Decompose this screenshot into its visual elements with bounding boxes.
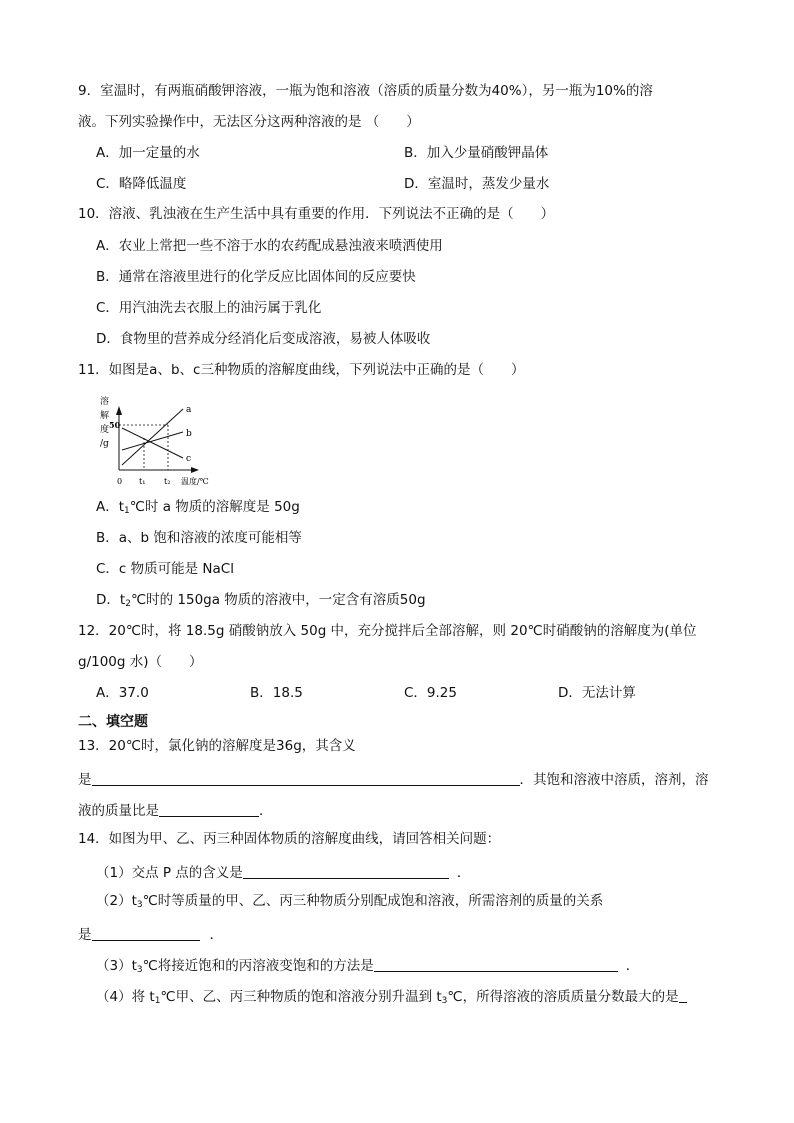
curve-label-c: c: [186, 454, 192, 464]
q14-part1: （1）交点 P 点的含义是 ．: [96, 865, 471, 881]
curve-a: [122, 409, 183, 465]
q13-stem-line3: 液的质量比是 ．: [78, 803, 273, 819]
curve-c: [122, 428, 183, 458]
q14-part2: $(2)t_3℃$时等质量的甲、乙、丙三种物质分别配成饱和溶液，所需溶剂的质量的关系: [96, 893, 604, 910]
q9-option-c: C．略降低温度: [96, 176, 187, 192]
q12-option-a: A．37.0: [96, 685, 149, 701]
q14-blank-largest[interactable]: [679, 988, 687, 1003]
q12-option-c: C．9.25: [404, 685, 457, 701]
q9-option-b: B．加入少量硝酸钾晶体: [404, 145, 549, 161]
q14-blank-method[interactable]: [374, 957, 618, 972]
q12-stem-line1: 12．20℃时，将 18.5g 硝酸钠放入 50g 中，充分搅拌后全部溶解，则 20℃时硝酸钠的溶解度为(单位: [78, 623, 697, 639]
x-t2-label: t₂: [164, 477, 171, 486]
q10-option-c: C．用汽油洗去衣服上的油污属于乳化: [96, 300, 322, 316]
q14-stem: 14．如图为甲、乙、丙三种固体物质的溶解度曲线，请回答相关问题：: [78, 831, 501, 847]
y-axis-label-2: 解: [100, 411, 110, 421]
solubility-curve-figure: [95, 392, 220, 488]
q13-stem-line2: 是 ．其饱和溶液中溶质，溶剂，溶: [78, 772, 709, 788]
y-axis-label-4: /g: [100, 439, 109, 449]
q14-blank-solvent-relation[interactable]: [92, 926, 200, 941]
q9-option-d: D．室温时，蒸发少量水: [404, 176, 550, 192]
x-t1-label: t₁: [139, 477, 146, 486]
y-axis-label-1: 溶: [100, 397, 110, 407]
q11-option-d: D．$t_2℃$时的 150ga 物质的溶液中，一定含有溶质50g: [96, 592, 426, 609]
q9-stem-line2: 液。下列实验操作中，无法区分这两种溶液的是 （ ）: [78, 114, 420, 130]
q11-option-a: A．$t_1℃$时 a 物质的溶解度是 50g: [96, 499, 300, 516]
q12-option-b: B．18.5: [250, 685, 303, 701]
y-tick-50: 50: [109, 420, 121, 430]
q11-option-c: C．c 物质可能是 NaCl: [96, 561, 234, 577]
q14-part3: $(3)t_3℃$将接近饱和的丙溶液变饱和的方法是 ．: [96, 958, 640, 975]
q10-option-d: D．食物里的营养成分经消化后变成溶液，易被人体吸收: [96, 331, 431, 347]
q10-option-a: A．农业上常把一些不溶于水的农药配成悬浊液来喷洒使用: [96, 238, 443, 254]
curve-label-b: b: [186, 429, 192, 439]
q14-blank-p-meaning[interactable]: [243, 864, 449, 879]
y-axis-arrow: [116, 406, 122, 415]
q11-stem: 11．如图是a、b、c三种物质的溶解度曲线，下列说法中正确的是（ ）: [78, 362, 525, 378]
q9-option-a: A．加一定量的水: [96, 145, 200, 161]
q14-part2-line2: 是 ．: [78, 927, 223, 943]
q14-part4: （4）将 $t_1℃$甲、乙、丙三种物质的饱和溶液分别升温到 $t_3℃$，所得溶液的溶质质量分数最大的是: [96, 988, 687, 1005]
curve-b: [122, 432, 183, 450]
x-axis-label: 温度/℃: [181, 477, 209, 486]
x-axis-arrow: [191, 467, 199, 473]
y-axis-label-3: 度: [100, 425, 110, 435]
q13-blank-meaning[interactable]: [92, 771, 520, 786]
section-heading-fill-in: 二、填空题: [78, 714, 148, 730]
q12-option-d: D．无法计算: [558, 685, 636, 701]
q12-stem-line2: g/100g 水)（ ）: [78, 654, 203, 670]
q10-stem: 10．溶液、乳浊液在生产生活中具有重要的作用．下列说法不正确的是（ ）: [78, 206, 555, 222]
q13-stem-line1: 13．20℃时，氯化钠的溶解度是36g，其含义: [78, 738, 356, 754]
x-origin-label: 0: [117, 477, 123, 486]
q11-option-b: B．a、b 饱和溶液的浓度可能相等: [96, 530, 302, 546]
curve-label-a: a: [186, 405, 192, 415]
q10-option-b: B．通常在溶液里进行的化学反应比固体间的反应要快: [96, 269, 416, 285]
q9-stem-line1: 9．室温时，有两瓶硝酸钾溶液，一瓶为饱和溶液（溶质的质量分数为40%），另一瓶为10%的溶: [78, 83, 653, 99]
q13-blank-ratio[interactable]: [159, 802, 259, 817]
